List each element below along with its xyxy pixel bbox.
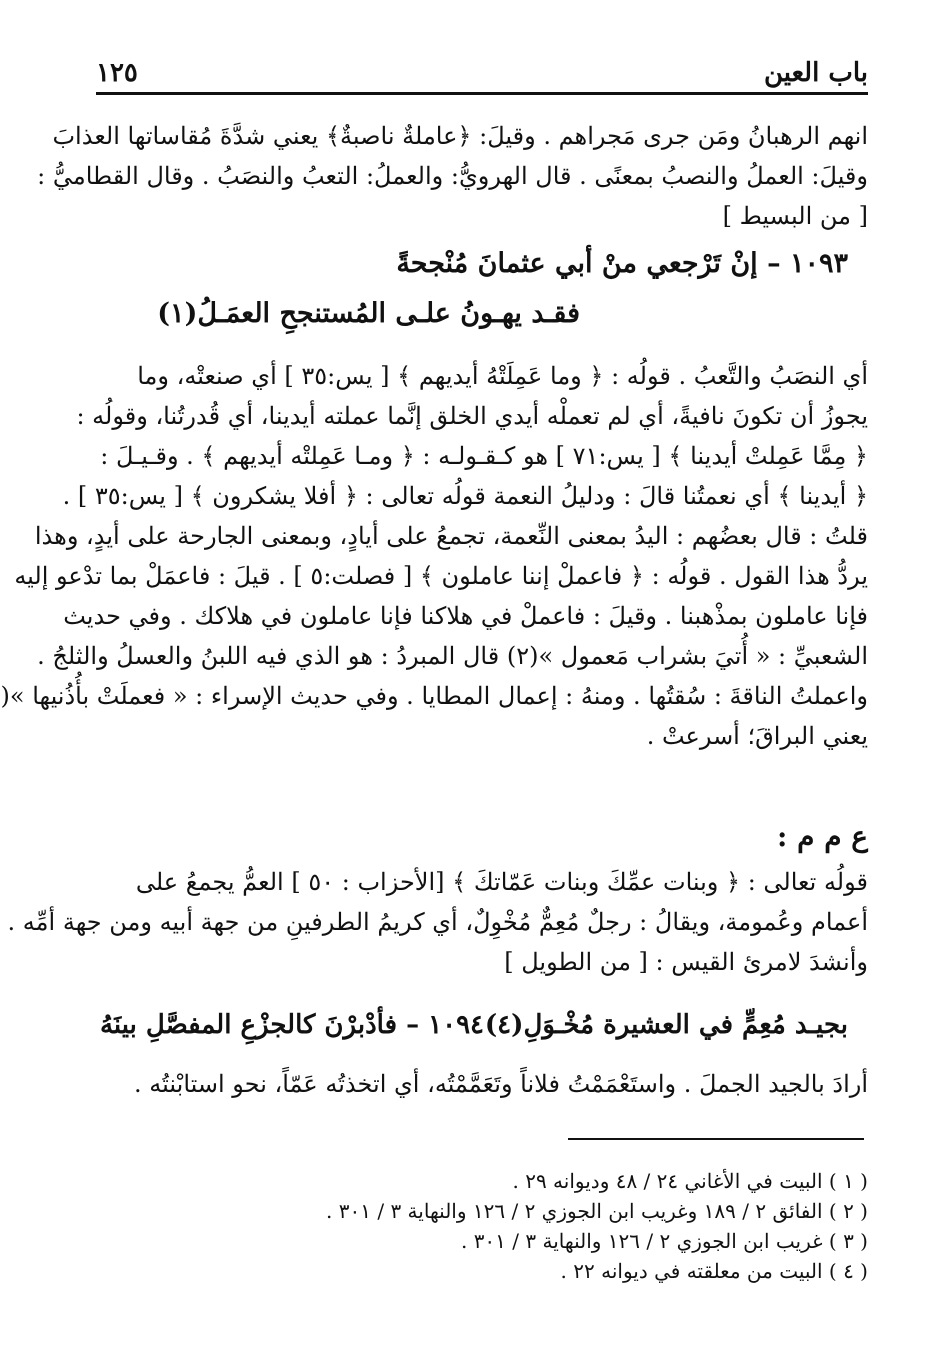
verse-1094-second-hemistich: بجيـد مُعِمٍّ في العشيرة مُخْـوَلِ(٤) — [484, 1010, 848, 1040]
footnote-item: ( ١ ) البيت في الأغاني ٢٤ / ٤٨ وديوانه ٢٩ . — [512, 1169, 868, 1193]
verse-1093-line-2: فقـد يهـونُ علـى المُستنجحِ العمَـلُ(١) — [157, 298, 580, 329]
footnotes — [96, 1166, 868, 1286]
text-line: أي النصَبُ والتَّعبُ . قولُه : ﴿ وما عَمِلَتْهُ أيديهم ﴾ [ يس:٣٥ ] أي صنعتْه، وما — [137, 362, 868, 390]
text-line: أرادَ بالجيد الجملَ . واستَعْمَمْتُ فلاناً وتَعَمَّمْتُه، أي اتخذتُه عَمّاً، نحو استابْنتُه . — [134, 1070, 868, 1098]
verse-1093-line-1: ١٠٩٣ – إنْ تَرْجعي منْ أبي عثمانَ مُنْجحةً — [396, 248, 848, 279]
footnote-divider — [568, 1138, 864, 1140]
text-line: الشعبيِّ : « أُتيَ بشراب مَعمول »(٢) قال المبردُ : هو الذي فيه اللبنُ والعسلُ والثلجُ . — [37, 642, 868, 670]
paragraph-intro — [37, 116, 868, 236]
text-line: واعملتُ الناقةَ : سُقتُها . ومنهُ : إعمال المطايا . وفي حديث الإسراء : « فعملَتْ بأُذُنيها »( — [0, 682, 868, 710]
text-line: [ من البسيط ] — [722, 202, 868, 230]
paragraph-amm — [7, 862, 868, 982]
paragraph-commentary — [0, 356, 868, 756]
text-line: وقيلَ: العملُ والنصبُ بمعنًى . قال الهرويُّ: والعملُ: التعبُ والنصَبُ . وقال القطاميُّ : — [37, 162, 868, 190]
footnote-item: ( ٢ ) الفائق ٢ / ١٨٩ وغريب ابن الجوزي ٢ / ١٢٦ والنهاية ٣ / ٣٠١ . — [326, 1199, 868, 1223]
text-line: ﴿ أيدينا ﴾ أي نعمتُنا قالَ : ودليلُ النعمة قولُه تعالى : ﴿ أفلا يشكرون ﴾ [ يس:٣٥ ] . — [62, 482, 868, 510]
text-line: وأنشدَ لامرئ القيس : [ من الطويل ] — [504, 948, 868, 976]
text-line: فإنا عاملون بمذْهبنا . وقيلَ : فاعملْ في هلاكنا فإنا عاملون في هلاكك . وفي حديث — [63, 602, 868, 630]
text-line: يردُّ هذا القول . قولُه : ﴿ فاعملْ إننا عاملون ﴾ [ فصلت:٥ ] . قيلَ : فاعمَلْ بما تدْعو إليه — [14, 562, 868, 590]
text-line: أعمام وعُمومة، ويقالُ : رجلٌ مُعِمٌّ مُخْوِلٌ، أي كريمُ الطرفينِ من جهة أبيه ومن جهة أمِّه . — [7, 908, 868, 936]
text-line: انهم الرهبانُ ومَن جرى مَجراهم . وقيلَ: ﴿عاملةٌ ناصبةٌ﴾ يعني شدَّةَ مُقاساتها العذابَ — [52, 122, 868, 150]
footnote-item: ( ٣ ) غريب ابن الجوزي ٢ / ١٢٦ والنهاية ٣ / ٣٠١ . — [460, 1229, 868, 1253]
paragraph-closing — [96, 1064, 868, 1104]
footnote-item: ( ٤ ) البيت من معلقته في ديوانه ٢٢ . — [560, 1259, 868, 1283]
text-line: ﴿ مِمَّا عَمِلتْ أيدينا ﴾ [ يس:٧١ ] هو كـقـولـه : ﴿ ومـا عَمِلتْه أيديهم ﴾ . وقـيـلَ : — [100, 442, 868, 470]
chapter-title: باب العين — [763, 58, 868, 88]
text-line: يجوزُ أن تكونَ نافيةً، أي لم تعملْه أيدي الخلق إنَّما عملته أيدينا، أي قُدرتُنا، وقولُه : — [76, 402, 868, 430]
text-line: قولُه تعالى : ﴿ وبنات عمِّكَ وبنات عَمّاتكَ ﴾ [الأحزاب : ٥٠ ] العمُّ يجمعُ على — [135, 868, 868, 896]
text-line: يعني البراقَ؛ أسرعتْ . — [646, 722, 868, 750]
verse-1094-first-hemistich: ١٠٩٤ – فأدْبرْنَ كالجزْعِ المفصَّلِ بينَهُ — [99, 1010, 484, 1040]
page-number: ١٢٥ — [96, 58, 138, 88]
text-line: قلتُ : قال بعضُهم : اليدُ بمعنى النِّعمة، تجمعُ على أيادٍ، وبمعنى الجارحة على أيدٍ، وهذا — [34, 522, 868, 550]
page-header — [96, 58, 868, 95]
section-heading: ع م م : — [777, 820, 868, 853]
